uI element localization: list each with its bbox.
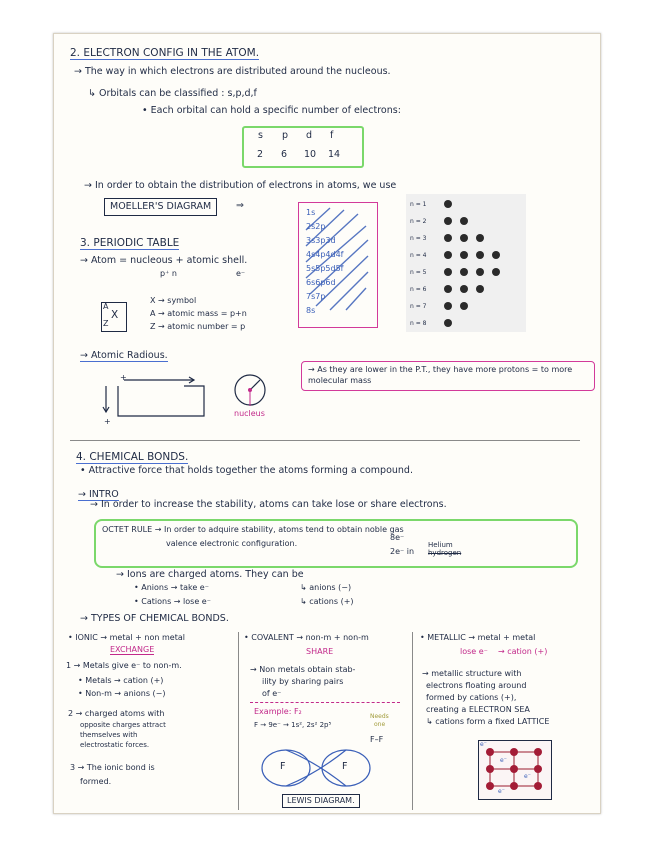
ionic-line-8: 3 → The ionic bond is — [70, 763, 155, 772]
metallic-line-3: formed by cations (+), — [426, 693, 517, 702]
n-label-5: n = 5 — [410, 269, 427, 276]
capacity-line: • Each orbital can hold a specific number of electrons: — [142, 105, 401, 116]
metallic-line-1: → metallic structure with — [422, 669, 522, 678]
moeller-label: MOELLER'S DIAGRAM — [104, 198, 217, 216]
intro-line: → In order to increase the stability, atoms can take lose or share electrons. — [90, 499, 447, 510]
n-label-4: n = 4 — [410, 252, 427, 259]
notebook-page — [53, 33, 601, 814]
exchange-label: EXCHANGE — [110, 645, 155, 654]
section-3-title: 3. PERIODIC TABLE — [80, 237, 180, 249]
types-title: → TYPES OF CHEMICAL BONDS. — [80, 613, 229, 624]
moeller-row-6: 6s6p6d — [306, 278, 336, 287]
ionic-line-5: opposite charges attract — [80, 721, 166, 729]
covalent-config: F → 9e⁻ → 1s², 2s² 2p⁵ — [254, 721, 332, 729]
lose-label: lose e⁻ — [460, 647, 488, 656]
ionic-line-3: • Non-m → anions (−) — [78, 689, 166, 698]
octet-2e: 2e⁻ in — [390, 547, 415, 556]
atom-line: → Atom = nucleous + atomic shell. — [80, 255, 248, 266]
def-z: Z → atomic number = p — [150, 322, 246, 331]
arrow-icon: ⇒ — [236, 200, 244, 211]
octet-line-2: valence electronic configuration. — [166, 539, 298, 548]
electron-label-1: e⁻ — [480, 741, 487, 748]
orbital-label-s: s — [258, 130, 263, 141]
anions-label: ↳ anions (−) — [300, 583, 352, 592]
lewis-label: LEWIS DIAGRAM. — [282, 794, 360, 808]
ions-anions: • Anions → take e⁻ — [134, 583, 209, 592]
covalent-line-2: ility by sharing pairs — [262, 677, 344, 686]
metallic-line-2: electrons floating around — [426, 681, 527, 690]
ions-cations: • Cations → lose e⁻ — [134, 597, 211, 606]
lattice-drawing — [54, 34, 600, 813]
symbol-z: Z — [103, 319, 109, 328]
ionic-line-7: electrostatic forces. — [80, 741, 150, 749]
bonds-definition: • Attractive force that holds together the atoms forming a compound. — [80, 465, 413, 476]
nucleus-label: nucleus — [234, 409, 265, 418]
metallic-heading: • METALLIC → metal + metal — [420, 633, 536, 642]
atomic-radius-title: → Atomic Radious. — [80, 350, 168, 361]
orbital-label-f: f — [330, 130, 334, 141]
n-label-8: n = 8 — [410, 320, 427, 327]
obtain-line: → In order to obtain the distribution of electrons in atoms, we use — [84, 180, 397, 191]
ionic-line-9: formed. — [80, 777, 112, 786]
metallic-line-4: creating a ELECTRON SEA — [426, 705, 530, 714]
orbital-value-d: 10 — [304, 149, 317, 160]
moeller-row-7: 7s7p — [306, 292, 326, 301]
orbital-value-f: 14 — [328, 149, 341, 160]
lewis-f-right: F — [342, 761, 348, 772]
section-2-title: 2. ELECTRON CONFIG IN THE ATOM. — [70, 47, 260, 59]
electron-label-4: e⁻ — [498, 788, 505, 795]
needs-label: Needs — [370, 713, 389, 720]
orbitals-line: ↳ Orbitals can be classified : s,p,d,f — [88, 88, 257, 99]
one-label: one — [374, 721, 386, 728]
def-a: A → atomic mass = p+n — [150, 309, 247, 318]
orbital-value-p: 6 — [281, 149, 288, 160]
electron-label-3: e⁻ — [524, 773, 531, 780]
ionic-line-1: 1 → Metals give e⁻ to non-m. — [66, 661, 182, 670]
e-label: e⁻ — [236, 269, 246, 278]
moeller-row-8: 8s — [306, 306, 316, 315]
octet-8e: 8e⁻ — [390, 533, 405, 542]
plus-label: + — [120, 373, 127, 382]
ionic-heading: • IONIC → metal + non metal — [68, 633, 185, 642]
moeller-row-1: 1s — [306, 208, 316, 217]
ionic-line-2: • Metals → cation (+) — [78, 676, 164, 685]
n-label-3: n = 3 — [410, 235, 427, 242]
moeller-row-3: 3s3p3d — [306, 236, 336, 245]
ions-line: → Ions are charged atoms. They can be — [116, 569, 304, 580]
section-2-definition: → The way in which electrons are distributed around the nucleous. — [74, 66, 391, 77]
section-4-title: 4. CHEMICAL BONDS. — [76, 451, 189, 463]
n-label-6: n = 6 — [410, 286, 427, 293]
electron-label-2: e⁻ — [500, 757, 507, 764]
moeller-row-2: 2s2p — [306, 222, 326, 231]
metallic-line-5: ↳ cations form a fixed LATTICE — [426, 717, 550, 726]
hydrogen-label: hydrogen — [428, 549, 462, 557]
helium-label: Helium — [428, 541, 453, 549]
n-label-7: n = 7 — [410, 303, 427, 310]
intro-title: → INTRO — [78, 489, 119, 500]
moeller-row-4: 4s4p4d4f — [306, 250, 344, 259]
covalent-line-3: of e⁻ — [262, 689, 282, 698]
periodic-note: → As they are lower in the P.T., they have more protons = to more molecular mass — [308, 365, 573, 385]
covalent-example: Example: F₂ — [254, 707, 302, 716]
n-label-1: n = 1 — [410, 201, 427, 208]
def-x: X → symbol — [150, 296, 197, 305]
moeller-row-5: 5s5p5d5f — [306, 264, 344, 273]
plus-label-2: + — [104, 417, 111, 426]
symbol-a: A — [103, 302, 109, 311]
covalent-line-1: → Non metals obtain stab- — [250, 665, 356, 674]
n-label-2: n = 2 — [410, 218, 427, 225]
cation-label: → cation (+) — [498, 647, 548, 656]
f-f-bond: F–F — [370, 735, 384, 744]
orbital-label-d: d — [306, 130, 313, 141]
orbital-value-s: 2 — [257, 149, 264, 160]
octet-line-1: OCTET RULE → In order to adquire stability, atoms tend to obtain noble gas — [102, 525, 404, 534]
ionic-line-4: 2 → charged atoms with — [68, 709, 165, 718]
orbital-label-p: p — [282, 130, 289, 141]
ionic-line-6: themselves with — [80, 731, 138, 739]
covalent-heading: • COVALENT → non-m + non-m — [244, 633, 369, 642]
lewis-f-left: F — [280, 761, 286, 772]
p-n-label: p⁺ n — [160, 269, 177, 278]
share-label: SHARE — [306, 647, 334, 656]
cations-label: ↳ cations (+) — [300, 597, 354, 606]
symbol-x: X — [111, 309, 119, 321]
